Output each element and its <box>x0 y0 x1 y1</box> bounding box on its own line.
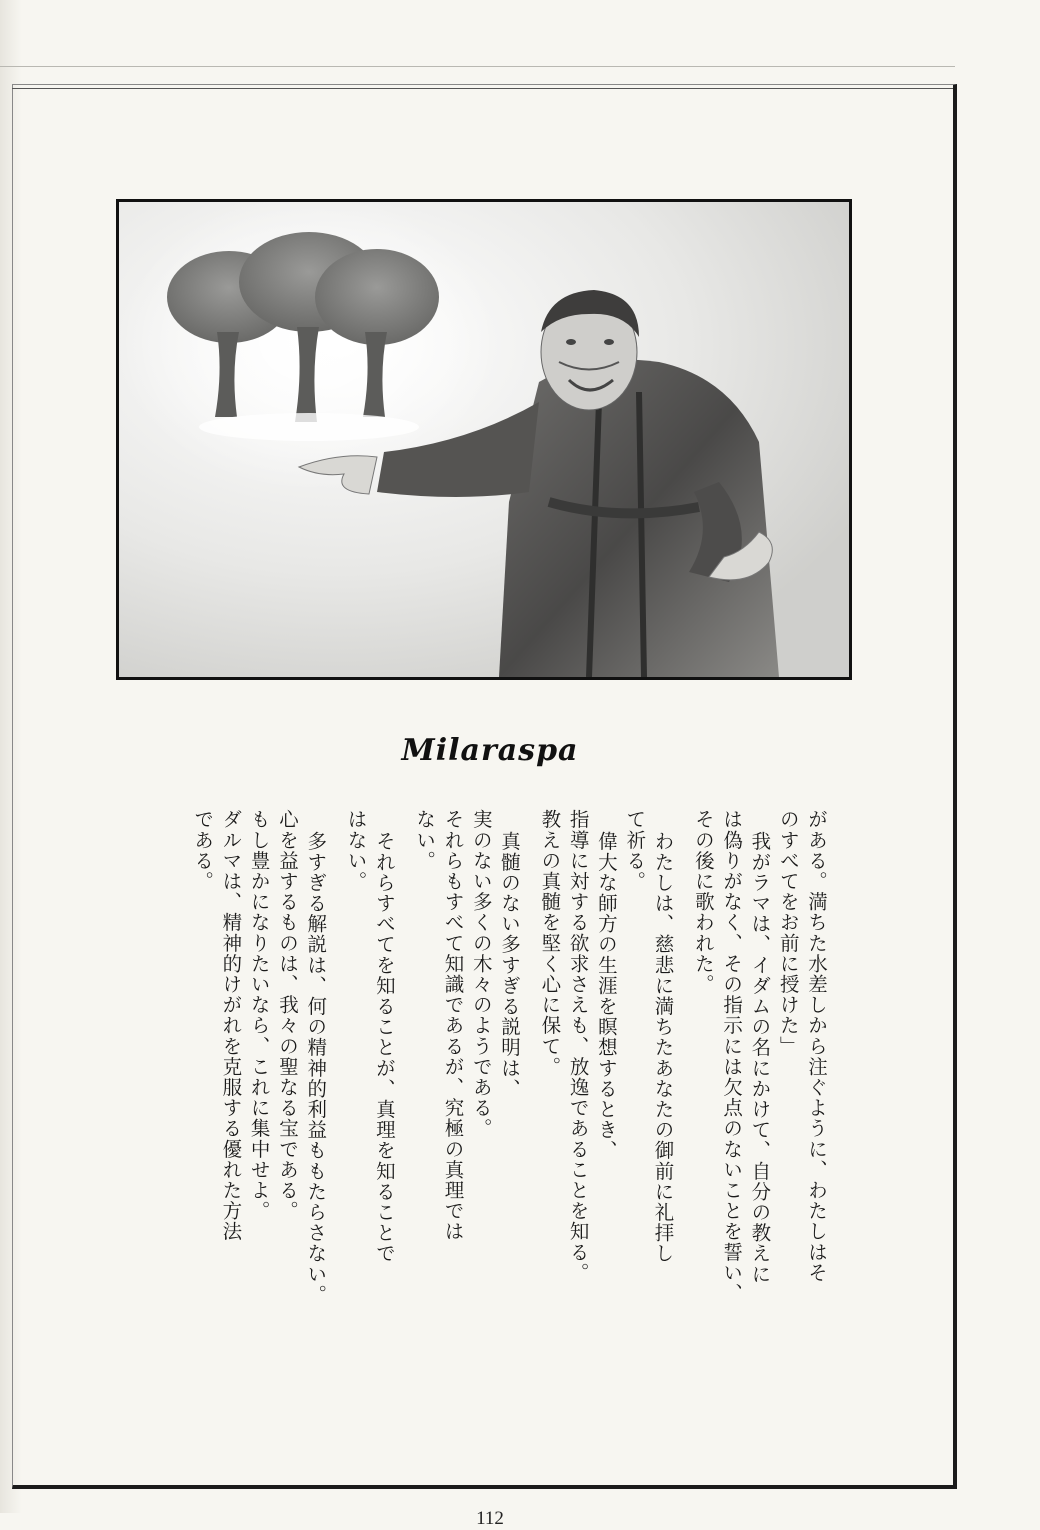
text-line: である。 <box>191 809 215 892</box>
text-line: 実のない多くの木々のようである。 <box>469 809 493 1139</box>
paragraph-gap <box>677 809 689 1309</box>
paragraph-gap <box>398 809 410 1309</box>
text-line: わたしは、慈悲に満ちたあなたの御前に礼拝し <box>651 831 675 1264</box>
text-line: もし豊かになりたいなら、これに集中せよ。 <box>247 809 271 1221</box>
text-line: て祈る。 <box>623 809 647 892</box>
text-line: 偉大な師方の生涯を瞑想するとき、 <box>594 831 618 1161</box>
illustration-milaraspa <box>116 199 852 680</box>
text-line: 真髄のない多すぎる説明は、 <box>498 831 522 1099</box>
text-line: 我がラマは、イダムの名にかけて、自分の教えに <box>748 831 772 1285</box>
text-line: 教えの真髄を堅く心に保て。 <box>538 809 562 1077</box>
text-line: は偽りがなく、その指示には欠点のないことを誓い、 <box>720 809 744 1304</box>
text-line: がある。満ちた水差しから注ぐように、わたしはそ <box>805 809 828 1283</box>
text-line: その後に歌われた。 <box>691 809 715 995</box>
text-line: ない。 <box>413 809 437 871</box>
body-text <box>188 809 830 1309</box>
text-line: ダルマは、精神的けがれを克服する優れた方法 <box>219 809 243 1242</box>
text-line: 指導に対する欲求さえも、放逸であることを知る。 <box>566 809 590 1283</box>
paragraph-gap <box>329 809 341 1309</box>
text-line: のすべてをお前に授けた」 <box>776 809 800 1057</box>
text-line: 多すぎる解説は、何の精神的利益ももたらさない。 <box>304 831 328 1305</box>
page-title: Milaraspa <box>401 733 579 768</box>
text-line: 心を益するものは、我々の聖なる宝である。 <box>275 809 299 1221</box>
text-line: はない。 <box>344 809 368 892</box>
paragraph-gap <box>523 809 535 1309</box>
page-number: 112 <box>476 1508 504 1529</box>
text-line: それらもすべて知識であるが、究極の真理では <box>441 809 465 1242</box>
text-line: それらすべてを知ることが、真理を知ることで <box>372 831 396 1264</box>
top-rule <box>0 66 955 67</box>
